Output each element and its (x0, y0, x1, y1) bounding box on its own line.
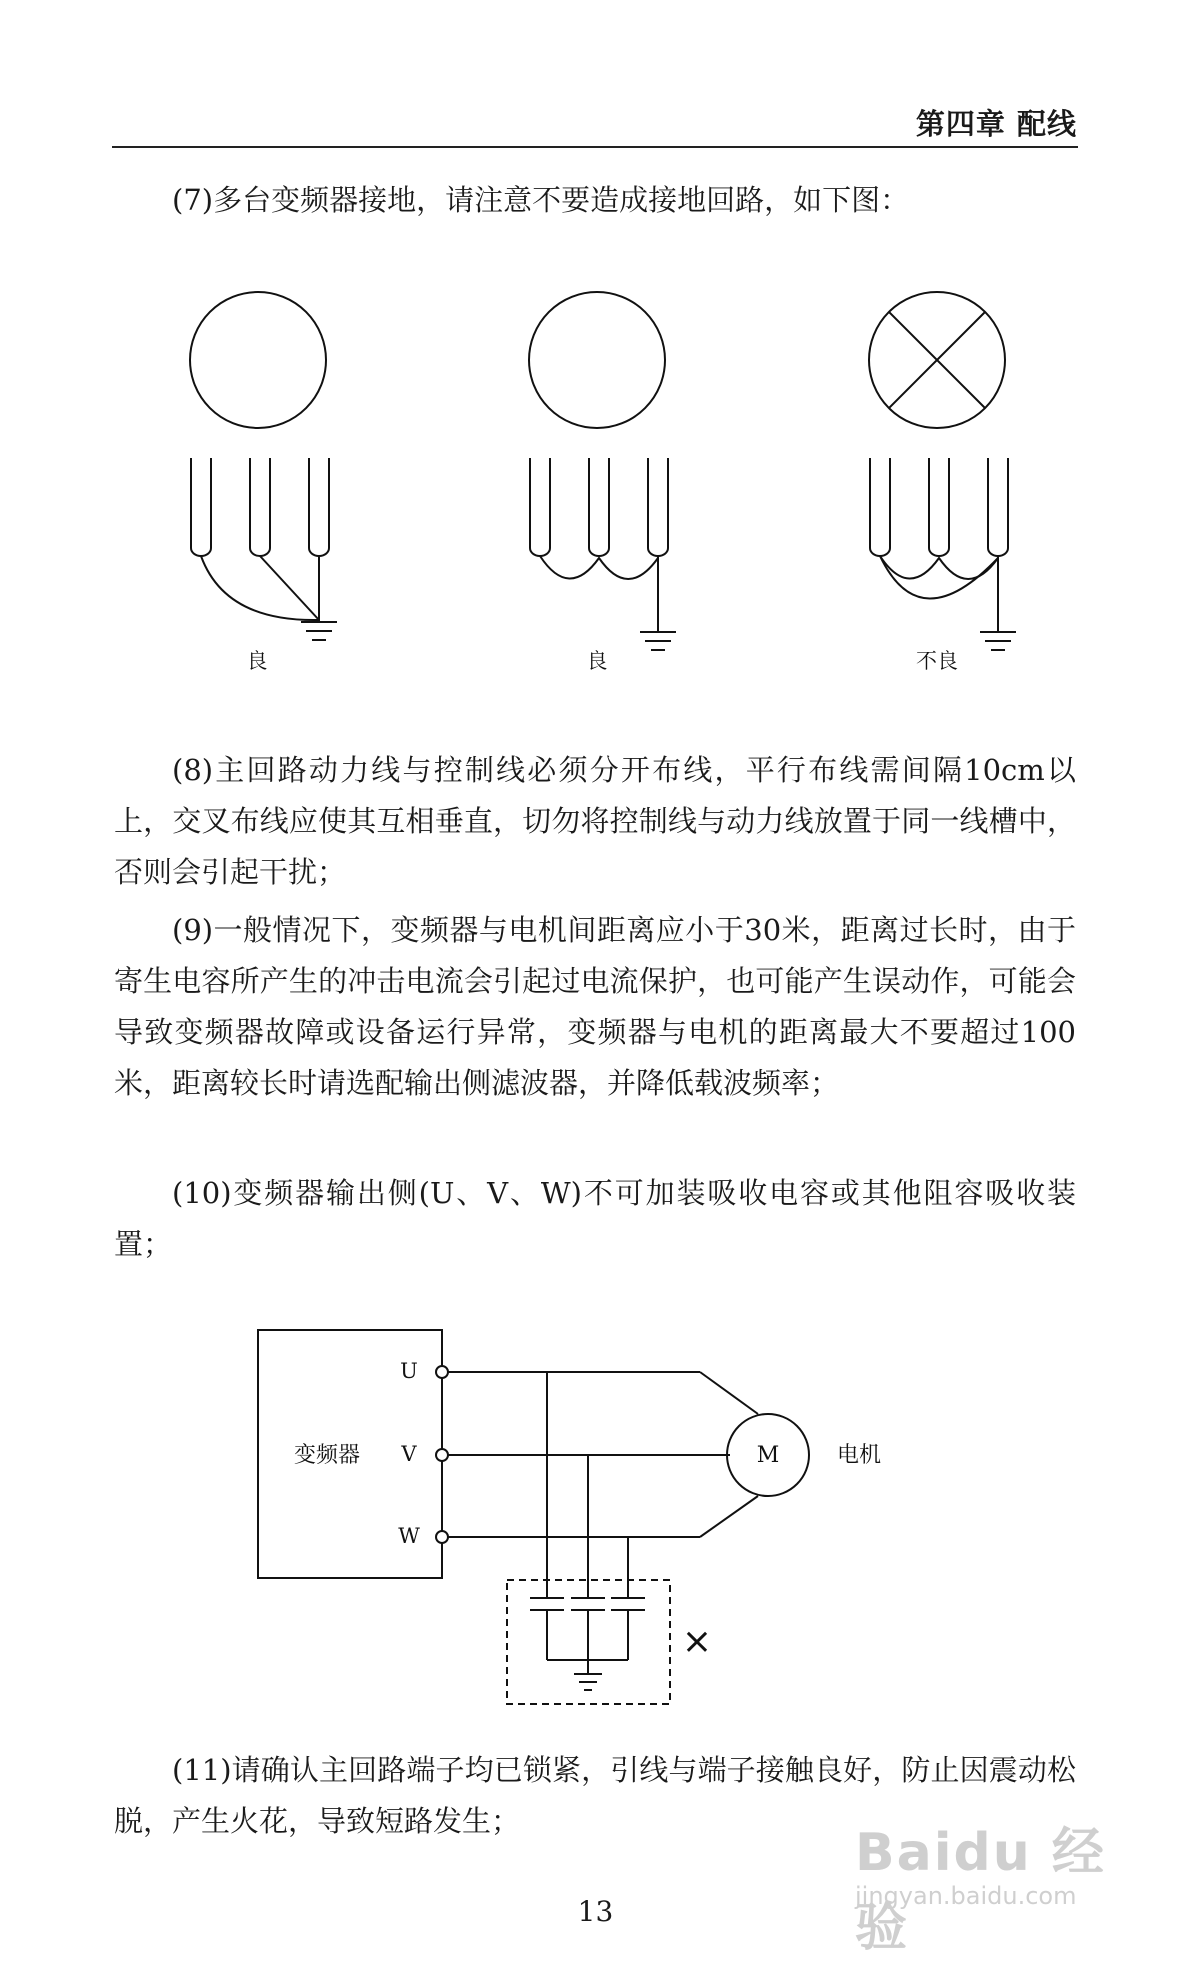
paragraph-9: (9)一般情况下，变频器与电机间距离应小于30米，距离过长时，由于寄生电容所产生的冲击电流会引起过电流保护，也可能产生误动作，可能会导致变频器故障或设备运行异常，变频器与电机的距离最大不要超过100米，距离较长时请选配输出侧滤波器，并降低载波频率； (114, 913, 1076, 1100)
inverter-label: 变频器 (293, 1443, 361, 1468)
ground-symbol-2 (640, 632, 676, 650)
page-number: 13 (577, 1895, 614, 1928)
terminal-u-label: U (400, 1359, 418, 1383)
figure-good-2 (529, 292, 676, 650)
forbidden-mark: × (681, 1621, 713, 1662)
capacitor-1 (530, 1598, 564, 1660)
capacitor-3 (611, 1598, 645, 1660)
label-bad: 不良 (916, 649, 958, 673)
paragraph-11: (11)请确认主回路端子均已锁紧，引线与端子接触良好，防止因震动松脱，产生火花，导致短路发生； (114, 1753, 1076, 1838)
cable-2c (648, 458, 668, 556)
label-good-1: 良 (246, 649, 268, 673)
cable-3c (988, 458, 1008, 556)
watermark-brand: Baidu 经验 (855, 1823, 1106, 1958)
cable-2a (530, 458, 550, 556)
cable-3b (929, 458, 949, 556)
paragraph-7: (7)多台变频器接地，请注意不要造成接地回路，如下图： (172, 183, 910, 217)
baidu-watermark (855, 1810, 1155, 1958)
paragraph-8: (8)主回路动力线与控制线必须分开布线，平行布线需间隔10cm以上，交叉布线应使其互相垂直，切勿将控制线与动力线放置于同一线槽中，否则会引起干扰； (114, 753, 1076, 889)
ground-loop-3 (880, 556, 998, 599)
terminal-v-label: V (401, 1442, 417, 1466)
output-circuit-diagram (0, 1310, 1191, 1720)
line-w-to-motor (700, 1496, 758, 1537)
ground-symbol-1 (301, 622, 337, 640)
chapter-title: 第四章 配线 (915, 107, 1077, 141)
cable-1c (309, 458, 329, 556)
cable-2b (589, 458, 609, 556)
header-divider (112, 146, 1078, 148)
capacitor-2 (571, 1598, 605, 1674)
figure-bad (869, 292, 1016, 650)
figure-good-1 (190, 292, 337, 640)
cable-1a (191, 458, 211, 556)
terminal-v (436, 1449, 448, 1461)
capacitor-ground-symbol (574, 1674, 602, 1690)
terminal-w (436, 1531, 448, 1543)
label-good-2: 良 (586, 649, 608, 673)
cable-3a (870, 458, 890, 556)
line-u-to-motor (700, 1372, 758, 1414)
inverter-circle-2 (529, 292, 665, 428)
ground-wire-1a (201, 556, 319, 620)
inverter-circle-1 (190, 292, 326, 428)
daisy-chain-2 (540, 556, 658, 579)
ground-wire-1b (260, 556, 319, 620)
motor-symbol: M (756, 1443, 780, 1468)
grounding-diagram (0, 290, 1191, 690)
watermark-url: jingyan.baidu.com (855, 1882, 1077, 1910)
motor-label: 电机 (837, 1443, 882, 1468)
terminal-u (436, 1366, 448, 1378)
paragraph-10: (10)变频器输出侧(U、V、W)不可加装吸收电容或其他阻容吸收装置； (114, 1176, 1076, 1261)
cable-1b (250, 458, 270, 556)
ground-symbol-3 (980, 632, 1016, 650)
terminal-w-label: W (398, 1524, 420, 1548)
